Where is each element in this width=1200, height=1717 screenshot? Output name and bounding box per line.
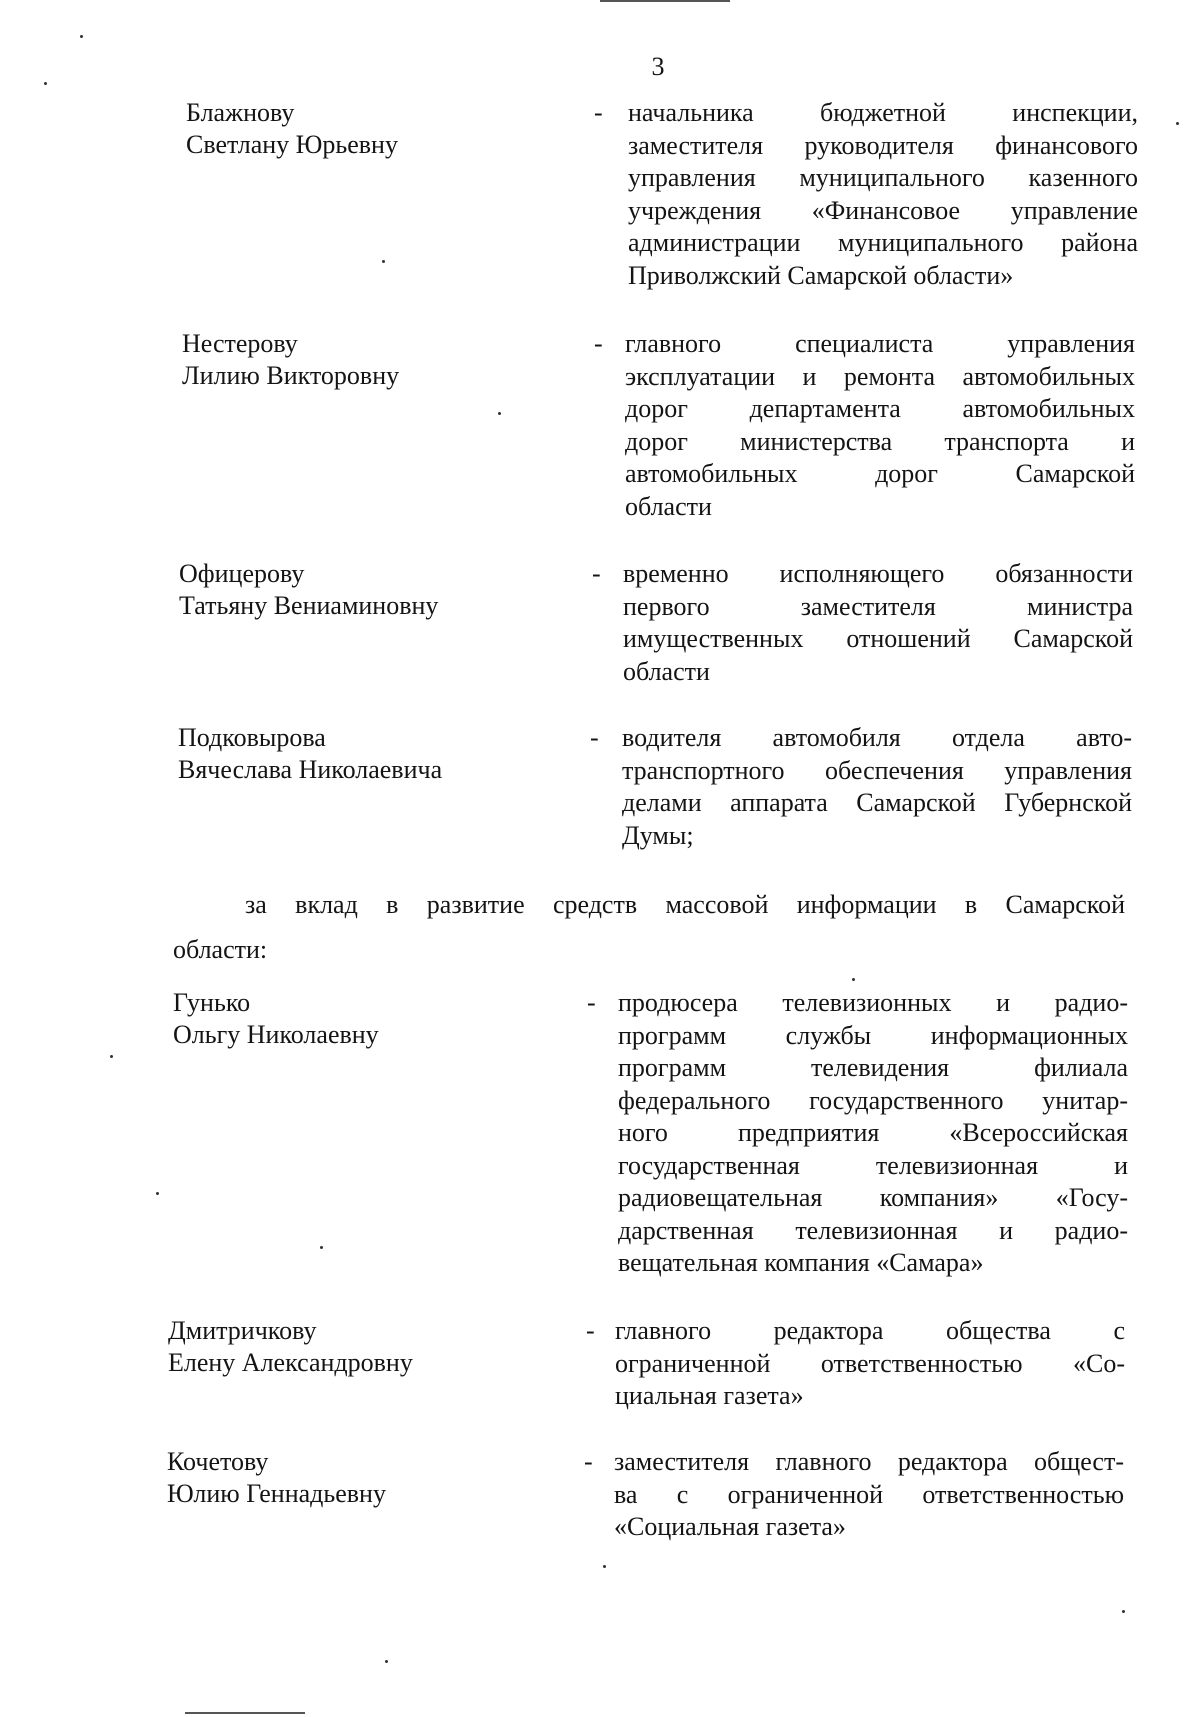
page-number: 3 (651, 52, 665, 81)
entry-dash: - (592, 559, 601, 588)
position-line: Приволжский Самарской области» (628, 260, 1014, 290)
position-line: делами аппарата Самарской Губернской (622, 788, 1132, 817)
position-line: дарственная телевизионная и радио- (618, 1215, 1128, 1245)
position-line: «Социальная газета» (614, 1512, 846, 1541)
recipient-name (178, 722, 442, 786)
recipient-surname: Подковырова (178, 723, 326, 752)
entry-dash: - (586, 1316, 595, 1345)
position-line: автомобильных дорог Самарской (625, 459, 1135, 488)
position-line: циальная газета» (615, 1381, 804, 1410)
recipient-given-names: Елену Александровну (168, 1348, 413, 1377)
recipient-position (618, 987, 1128, 1280)
position-line: имущественных отношений Самарской (623, 624, 1133, 653)
recipient-position (622, 722, 1132, 852)
recipient-name (168, 1315, 413, 1379)
position-line: заместителя руководителя финансового (628, 130, 1138, 160)
recipient-name (167, 1446, 386, 1510)
recipient-position (625, 328, 1135, 523)
position-line: федерального государственного унитар- (618, 1085, 1128, 1115)
position-line: дорог министерства транспорта и (625, 426, 1135, 456)
position-line: ограниченной ответственностью «Со- (615, 1348, 1125, 1378)
position-line: Думы; (622, 820, 694, 850)
recipient-given-names: Вячеслава Николаевича (178, 755, 443, 784)
position-line: первого заместителя министра (623, 591, 1133, 621)
section-heading-line: области: (173, 935, 268, 964)
recipient-surname: Офицерову (179, 559, 305, 588)
entry-dash: - (584, 1447, 593, 1476)
recipient-surname: Блажнову (186, 98, 295, 127)
scan-edge-mark (185, 1712, 305, 1714)
recipient-position (628, 97, 1138, 292)
position-line: ного предприятия «Всероссийская (618, 1118, 1128, 1147)
entry-dash: - (590, 723, 599, 752)
entry-dash: - (594, 98, 603, 127)
position-line: области (623, 656, 710, 686)
position-line: главного специалиста управления (625, 329, 1135, 358)
entry-dash: - (594, 329, 603, 358)
position-line: заместителя главного редактора общест- (614, 1447, 1124, 1476)
recipient-given-names: Татьяну Вениаминовну (179, 591, 439, 620)
position-line: начальника бюджетной инспекции, (628, 98, 1138, 127)
position-line: вещательная компания «Самара» (618, 1248, 984, 1277)
position-line: водителя автомобиля отдела авто- (622, 723, 1132, 752)
recipient-surname: Нестерову (182, 329, 298, 358)
scan-speck (385, 1660, 388, 1663)
position-line: главного редактора общества с (615, 1316, 1125, 1345)
recipient-given-names: Лилию Викторовну (182, 361, 400, 390)
recipient-name (173, 987, 379, 1051)
recipient-given-names: Ольгу Николаевну (173, 1020, 379, 1049)
recipient-given-names: Юлию Геннадьевну (167, 1479, 386, 1508)
scan-speck (1122, 1610, 1125, 1613)
position-line: дорог департамента автомобильных (625, 394, 1135, 423)
scan-speck (603, 1565, 606, 1568)
recipient-position (615, 1315, 1125, 1413)
position-line: администрации муниципального района (628, 228, 1138, 257)
position-line: радиовещательная компания» «Госу- (618, 1183, 1128, 1212)
position-line: государственная телевизионная и (618, 1150, 1128, 1180)
scan-speck (44, 82, 47, 85)
scan-edge-mark (600, 0, 730, 2)
position-line: управления муниципального казенного (628, 163, 1138, 192)
position-line: области (625, 491, 712, 521)
position-line: транспортного обеспечения управления (622, 755, 1132, 785)
scan-speck (852, 978, 855, 981)
recipient-position (623, 558, 1133, 688)
position-line: продюсера телевизионных и радио- (618, 988, 1128, 1017)
recipient-name (179, 558, 438, 622)
section-heading-line: за вклад в развитие средств массовой информации в Самарской (245, 890, 1125, 919)
recipient-surname: Кочетову (167, 1447, 269, 1476)
recipient-given-names: Светлану Юрьевну (186, 130, 398, 159)
recipient-name (182, 328, 399, 392)
scan-speck (110, 1055, 113, 1058)
recipient-position (614, 1446, 1124, 1544)
position-line: программ службы информационных (618, 1020, 1128, 1050)
position-line: ва с ограниченной ответственностью (614, 1479, 1124, 1509)
recipient-surname: Гунько (173, 988, 251, 1017)
entry-dash: - (587, 988, 596, 1017)
recipient-name (186, 97, 398, 161)
position-line: программ телевидения филиала (618, 1053, 1128, 1082)
scan-speck (1176, 122, 1179, 125)
scan-speck (382, 260, 385, 263)
scan-speck (156, 1192, 159, 1195)
scan-speck (320, 1246, 323, 1249)
position-line: учреждения «Финансовое управление (628, 195, 1138, 225)
recipient-surname: Дмитричкову (168, 1316, 317, 1345)
scan-speck (498, 412, 501, 415)
scan-speck (80, 35, 83, 38)
position-line: временно исполняющего обязанности (623, 559, 1133, 588)
position-line: эксплуатации и ремонта автомобильных (625, 361, 1135, 391)
